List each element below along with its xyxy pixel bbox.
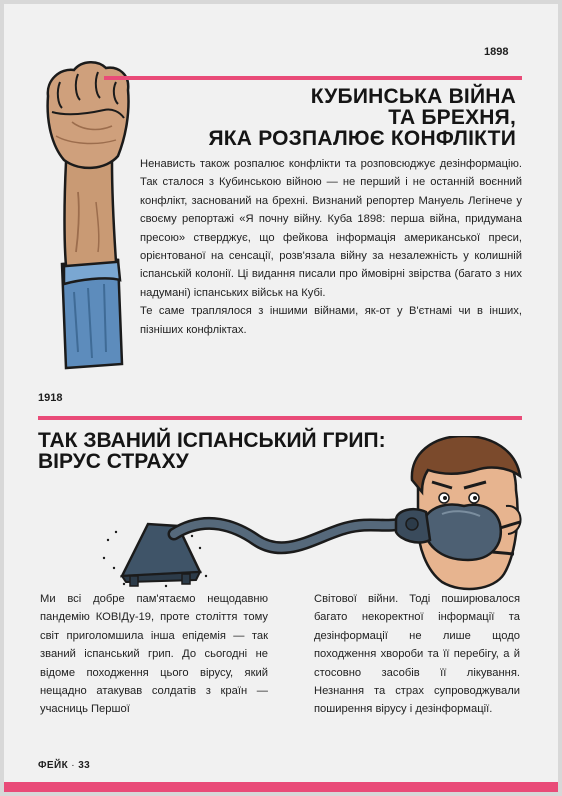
section1-title-line: ЯКА РОЗПАЛЮЄ КОНФЛІКТИ (208, 127, 516, 150)
page-footer (38, 760, 90, 771)
footer-book-title: ФЕЙК (38, 760, 69, 771)
bottom-accent-bar (4, 782, 558, 792)
section2-column-left (40, 590, 268, 719)
gas-mask-man-illustration (96, 436, 528, 596)
section-divider-top (104, 76, 522, 80)
raised-fist-illustration (26, 52, 138, 370)
section2-paragraph-left: Ми всі добре пам'ятаємо нещодавню пандемію КОВІДу-19, проте століття тому світ приголомшила інша епідемія — так званий іспанський грип. До сьогодні не відоме походження цього вірусу, який нещадно атакував солдатів з країн — учасниць Першої (40, 593, 268, 716)
page-number: 33 (78, 760, 91, 771)
section1-title-line: ТА БРЕХНЯ, (388, 106, 516, 129)
book-page (4, 4, 558, 792)
section2-column-right (314, 590, 520, 719)
section1-title (209, 86, 517, 149)
section2-title-line: ТАК ЗВАНИЙ ІСПАНСЬКИЙ ГРИП: (38, 429, 386, 452)
section1-title-line: КУБИНСЬКА ВІЙНА (310, 85, 516, 108)
section1-paragraph: Ненависть також розпалює конфлікти та розповсюджує дезінформацію. Так сталося з Кубинською війною — не перший і не останній воєнний конфлікт, заснований на брехні. Визнаний репортер Мануель Легінече у своєму репортажі «Я почну війну. Куба 1898: перша війна, придумана пресою» стверджує, що фейкова інформація американської преси, орієнтованої на сенсації, розв'язала війну за незалежність у колишній іспанській колонії. Ці видання писали про ймовірні звірства (багато з них надумані) іспанських військ на Кубі. (140, 158, 522, 299)
section2-paragraph-right: Світової війни. Тоді поширювалося багато некоректної інформації та дезінформації не лише щодо походження хвороби та її перебігу, а й стосовно засобів її лікування. Незнання та страх супроводжували поширення вірусу і дезінформації. (314, 593, 520, 716)
footer-separator: · (71, 760, 76, 771)
section1-body (140, 155, 522, 339)
section2-title-line: ВІРУС СТРАХУ (38, 450, 189, 473)
year-1918: 1918 (38, 392, 63, 404)
year-1898: 1898 (484, 46, 509, 58)
section-divider-middle (38, 416, 522, 420)
section1-paragraph: Те саме траплялося з іншими війнами, як-от у В'єтнамі чи в інших, пізніших конфліктах. (140, 305, 522, 336)
